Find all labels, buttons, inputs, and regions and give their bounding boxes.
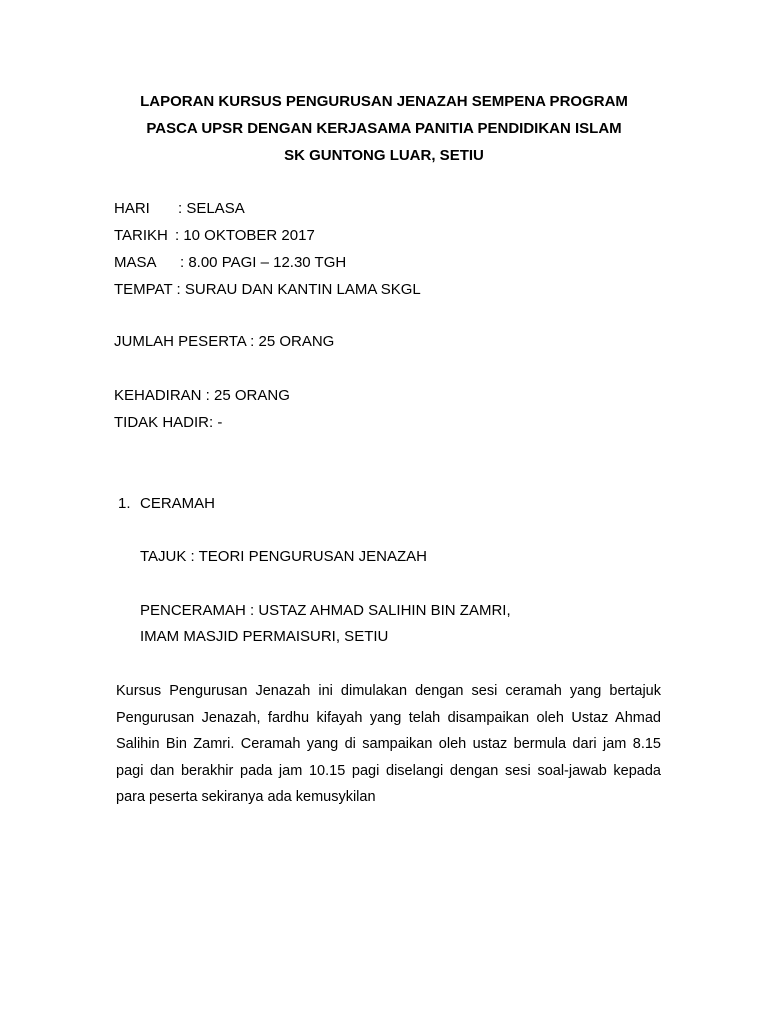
section-heading: CERAMAH xyxy=(140,495,216,512)
report-title-line-3: SK GUNTONG LUAR, SETIU xyxy=(284,147,484,164)
tajuk: TAJUK : TEORI PENGURUSAN JENAZAH xyxy=(140,548,427,565)
tidak-hadir: TIDAK HADIR: - xyxy=(114,414,223,431)
tarikh-row xyxy=(114,226,315,246)
section-number: 1. xyxy=(118,495,131,512)
jumlah-peserta: JUMLAH PESERTA : 25 ORANG xyxy=(114,333,335,350)
report-title-line-1: LAPORAN KURSUS PENGURUSAN JENAZAH SEMPENA PROGRAM xyxy=(140,93,628,110)
report-title-line-2: PASCA UPSR DENGAN KERJASAMA PANITIA PENDIDIKAN ISLAM xyxy=(146,120,622,137)
hari-value: : SELASA xyxy=(178,200,245,217)
masa-label: MASA xyxy=(114,254,157,271)
masa-row xyxy=(114,253,346,273)
kehadiran: KEHADIRAN : 25 ORANG xyxy=(114,387,290,404)
tempat-value: : SURAU DAN KANTIN LAMA SKGL xyxy=(176,281,421,298)
tempat-row xyxy=(114,280,421,300)
tempat-label: TEMPAT xyxy=(114,281,173,298)
body-paragraph: Kursus Pengurusan Jenazah ini dimulakan dengan sesi ceramah yang bertajuk Pengurusan Jenazah, fardhu kifayah yang telah disampaikan oleh Ustaz Ahmad Salihin Bin Zamri. Ceramah yang di sampaikan oleh ustaz bermula dari jam 8.15 pagi dan berakhir pada jam 10.15 pagi diselangi dengan sesi soal-jawab kepada para peserta sekiranya ada kemusykilan xyxy=(116,683,661,806)
masa-value: : 8.00 PAGI – 12.30 TGH xyxy=(180,254,347,271)
penceramah-line-1: PENCERAMAH : USTAZ AHMAD SALIHIN BIN ZAMRI, xyxy=(140,602,511,619)
hari-row xyxy=(114,199,245,219)
hari-label: HARI xyxy=(114,200,150,217)
tarikh-value: : 10 OKTOBER 2017 xyxy=(175,227,315,244)
tarikh-label: TARIKH xyxy=(114,227,168,244)
penceramah-line-2: IMAM MASJID PERMAISURI, SETIU xyxy=(140,628,389,645)
